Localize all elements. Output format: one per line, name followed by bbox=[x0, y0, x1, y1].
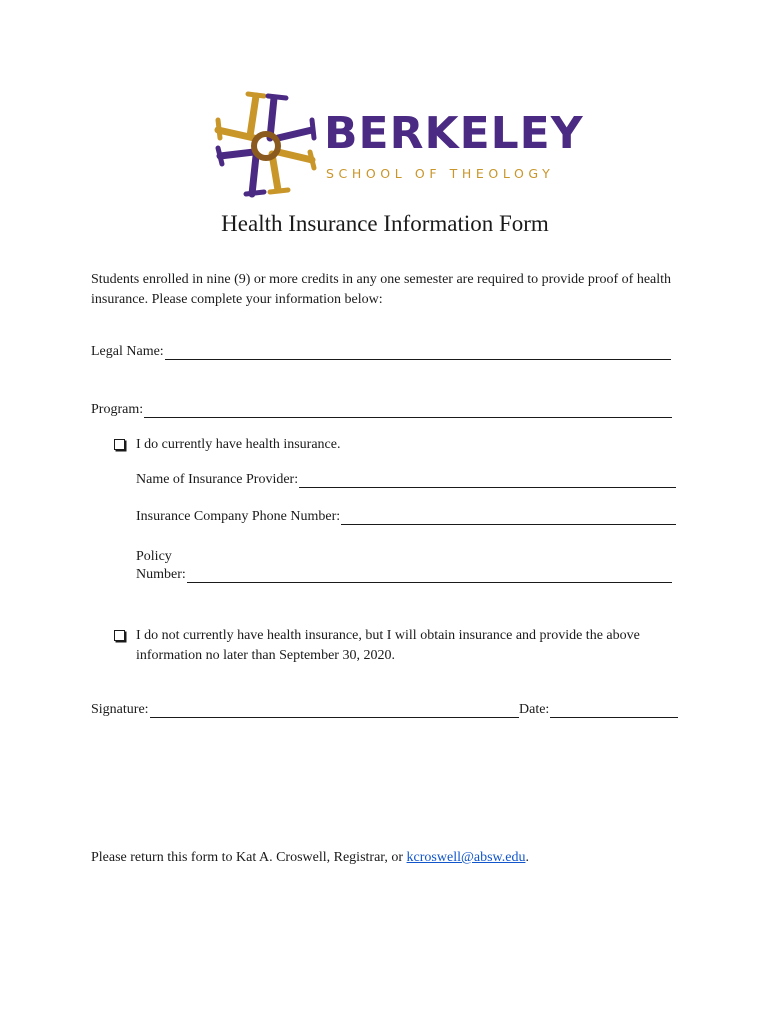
option-have-insurance[interactable] bbox=[114, 435, 674, 457]
logo-tagline: SCHOOL OF THEOLOGY bbox=[326, 166, 555, 181]
program-field[interactable] bbox=[91, 402, 672, 418]
provider-field[interactable] bbox=[136, 472, 676, 488]
policy-number-field[interactable] bbox=[136, 567, 672, 583]
phone-label: Insurance Company Phone Number: bbox=[136, 509, 341, 524]
program-label: Program: bbox=[91, 402, 144, 417]
legal-name-field[interactable] bbox=[91, 344, 671, 360]
provider-input-line[interactable] bbox=[299, 472, 676, 488]
signature-label: Signature: bbox=[91, 702, 149, 717]
phone-field[interactable] bbox=[136, 509, 676, 525]
berkeley-logo bbox=[212, 90, 584, 200]
policy-number-input-line[interactable] bbox=[187, 567, 672, 583]
date-input-line[interactable] bbox=[550, 702, 678, 718]
option-no-insurance[interactable] bbox=[114, 626, 674, 670]
logo-wordmark: BERKELEY bbox=[324, 108, 584, 159]
legal-name-input-line[interactable] bbox=[165, 344, 671, 360]
intro-paragraph: Students enrolled in nine (9) or more credits in any one semester are required to provide proof of health insurance. Please complete your information below: bbox=[91, 272, 672, 307]
legal-name-label: Legal Name: bbox=[91, 344, 164, 359]
option-no-insurance-label: I do not currently have health insurance, but I will obtain insurance and provide the above information no later than September 30, 2020. bbox=[136, 628, 640, 663]
cross-emblem-icon bbox=[212, 90, 322, 200]
date-label: Date: bbox=[519, 702, 550, 717]
return-text: Please return this form to Kat A. Croswell, Registrar, or bbox=[91, 850, 407, 865]
policy-label: Policy bbox=[136, 549, 172, 564]
signature-field[interactable] bbox=[91, 702, 519, 718]
program-input-line[interactable] bbox=[144, 402, 672, 418]
option-have-insurance-label: I do currently have health insurance. bbox=[136, 437, 341, 452]
return-suffix: . bbox=[525, 850, 529, 865]
phone-input-line[interactable] bbox=[341, 509, 676, 525]
policy-number-label: Number: bbox=[136, 567, 186, 582]
checkbox-icon[interactable] bbox=[114, 439, 125, 450]
return-instructions bbox=[91, 850, 529, 866]
provider-label: Name of Insurance Provider: bbox=[136, 472, 299, 487]
date-field[interactable] bbox=[519, 702, 678, 718]
signature-input-line[interactable] bbox=[150, 702, 519, 718]
registrar-email-link[interactable]: kcroswell@absw.edu bbox=[406, 850, 526, 865]
page-title: Health Insurance Information Form bbox=[221, 211, 549, 236]
checkbox-icon[interactable] bbox=[114, 630, 125, 641]
